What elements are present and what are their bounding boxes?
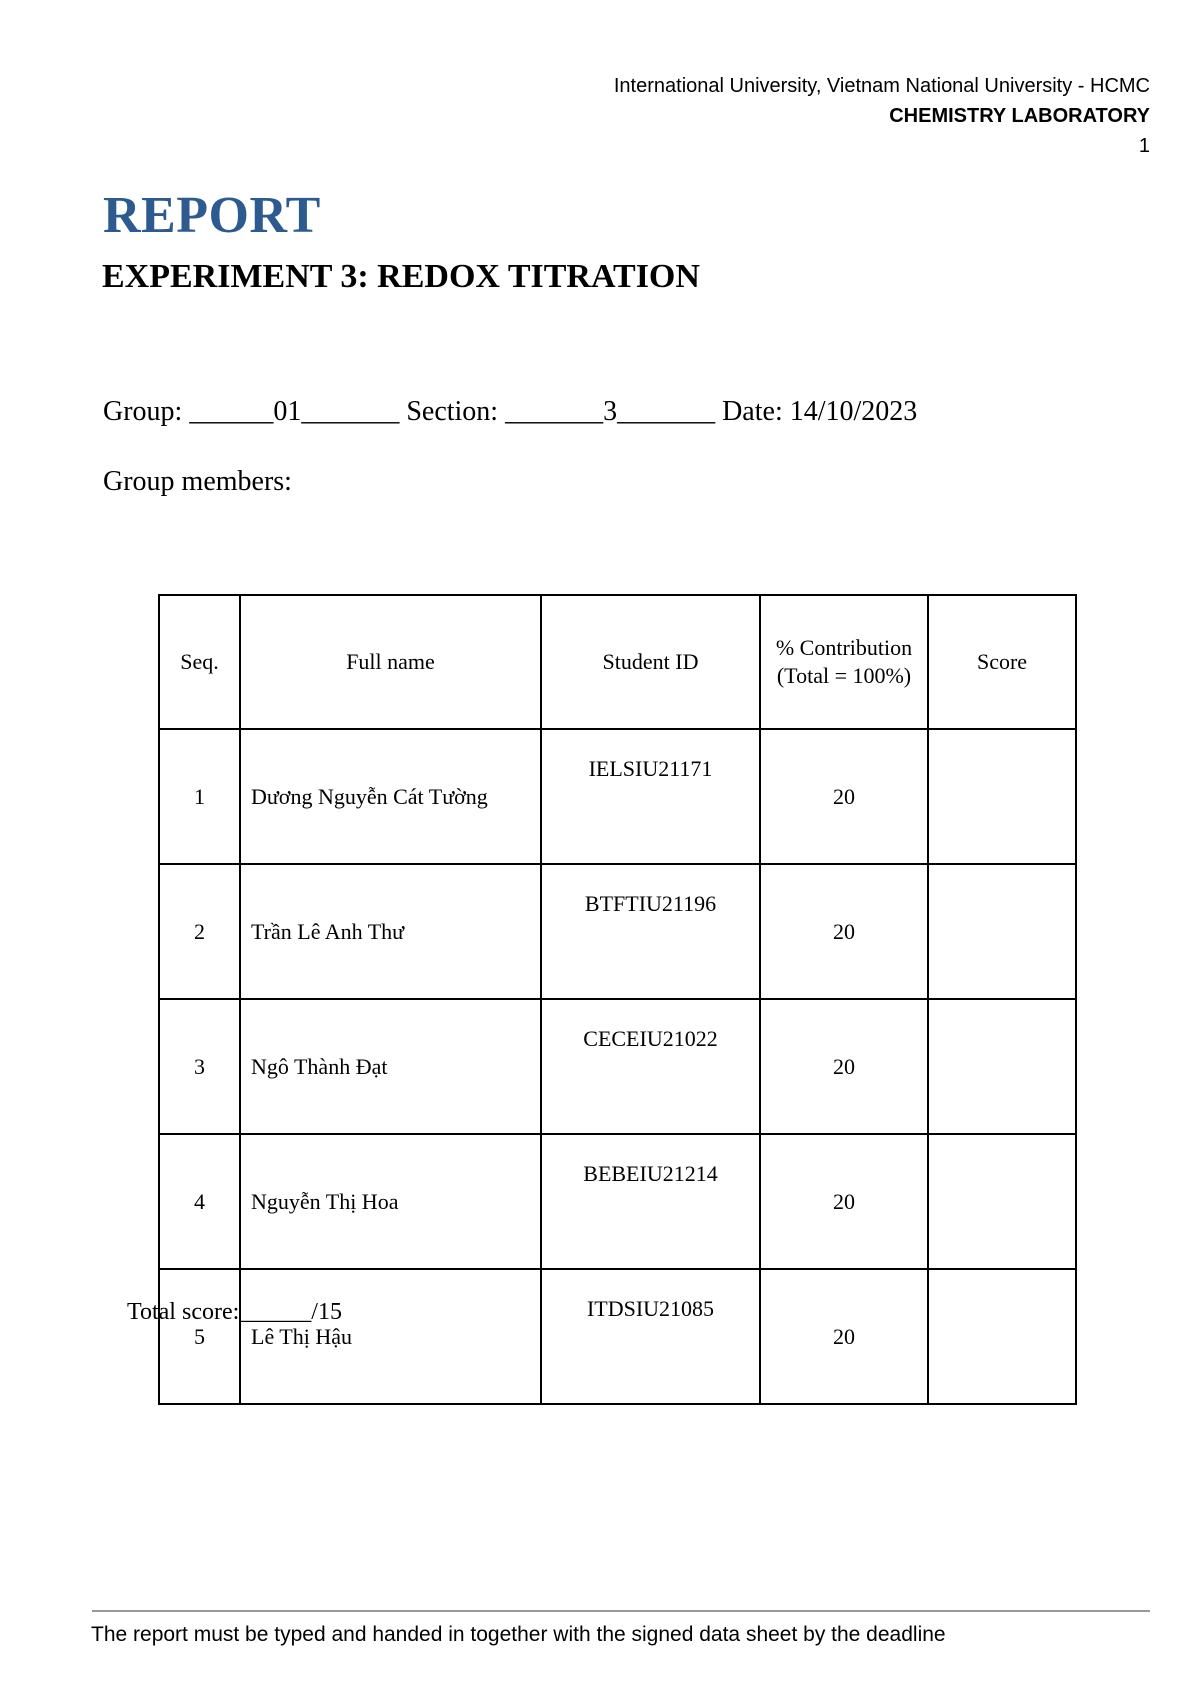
cell-full-name: Trần Lê Anh Thư [240, 864, 541, 999]
cell-contribution: 20 [760, 729, 928, 864]
total-score: Total score:______/15 [127, 1299, 342, 1325]
table-header-row [159, 595, 1076, 729]
university-name: International University, Vietnam National University - HCMC [613, 75, 1150, 97]
header-score: Score [928, 595, 1076, 729]
footer-divider [92, 1610, 1150, 1612]
cell-score [928, 1134, 1076, 1269]
cell-seq: 3 [159, 999, 240, 1134]
table-row [159, 999, 1076, 1134]
header-seq: Seq. [159, 595, 240, 729]
cell-student-id: CECEIU21022 [541, 999, 760, 1134]
cell-score [928, 999, 1076, 1134]
table-row [159, 864, 1076, 999]
table-row [159, 1134, 1076, 1269]
group-section-date-line: Group: ______01_______ Section: _______3_______ Date: 14/10/2023 [103, 396, 918, 427]
header-contribution: % Contribution (Total = 100%) [760, 595, 928, 729]
report-title: REPORT [103, 187, 321, 244]
cell-contribution: 20 [760, 864, 928, 999]
cell-score [928, 729, 1076, 864]
cell-full-name: Nguyễn Thị Hoa [240, 1134, 541, 1269]
cell-score [928, 864, 1076, 999]
cell-full-name: Ngô Thành Đạt [240, 999, 541, 1134]
table-row [159, 729, 1076, 864]
cell-full-name: Dương Nguyễn Cát Tường [240, 729, 541, 864]
cell-student-id: BTFTIU21196 [541, 864, 760, 999]
cell-contribution: 20 [760, 1269, 928, 1404]
group-members-label: Group members: [103, 466, 292, 497]
page-header [614, 71, 1150, 161]
cell-student-id: ITDSIU21085 [541, 1269, 760, 1404]
group-members-table [158, 594, 1077, 1405]
cell-seq: 4 [159, 1134, 240, 1269]
header-full-name: Full name [240, 595, 541, 729]
cell-score [928, 1269, 1076, 1404]
cell-student-id: BEBEIU21214 [541, 1134, 760, 1269]
cell-seq: 5 [159, 1269, 240, 1404]
footer-note: The report must be typed and handed in together with the signed data sheet by the deadline [91, 1623, 946, 1646]
page-number: 1 [1138, 135, 1150, 157]
experiment-title: EXPERIMENT 3: REDOX TITRATION [102, 258, 700, 295]
cell-full-name: Lê Thị Hậu [240, 1269, 541, 1404]
cell-seq: 1 [159, 729, 240, 864]
cell-contribution: 20 [760, 999, 928, 1134]
lab-name: CHEMISTRY LABORATORY [889, 105, 1150, 127]
cell-seq: 2 [159, 864, 240, 999]
table-row [159, 1269, 1076, 1404]
header-student-id: Student ID [541, 595, 760, 729]
cell-student-id: IELSIU21171 [541, 729, 760, 864]
cell-contribution: 20 [760, 1134, 928, 1269]
